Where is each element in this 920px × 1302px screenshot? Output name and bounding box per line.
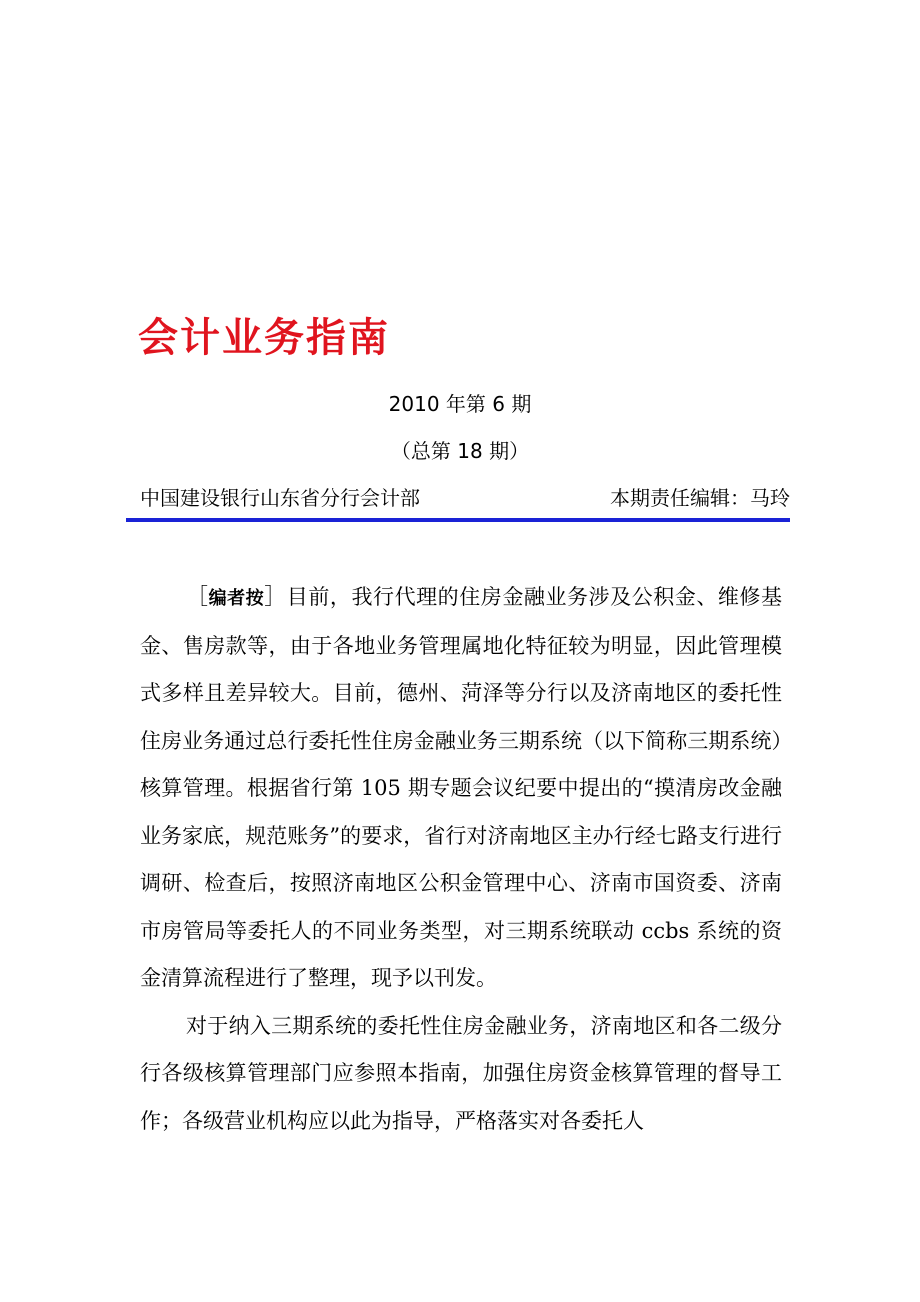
note-bracket-close: ］ [264, 585, 287, 610]
paragraph-text: 目前，我行代理的住房金融业务涉及公积金、维修基金、售房款等，由于各地业务管理属地化特征较为明显，因此管理模式多样且差异较大。目前，德州、菏泽等分行以及济南地区的委托性住房业务通过总行委托性住房金融业务三期系统（以下简称三期系统）核算管理。根据省行第 105 期专题会议纪要中提出的“摸清房改金融业务家底，规范账务”的要求，省行对济南地区主办行经七路支行进行调研、检查后，按照济南地区公积金管理中心、济南市国资委、济南市房管局等委托人的不同业务类型，对三期系统联动 ccbs 系统的资金清算流程进行了整理，现予以刊发。 [140, 585, 782, 990]
total-issue-number: （总第 18 期） [390, 439, 530, 463]
masthead-row [140, 488, 790, 508]
paragraph [140, 1003, 782, 1146]
paragraph [140, 574, 782, 1003]
editor-credit: 本期责任编辑：马玲 [610, 486, 790, 510]
note-bracket-open: ［ [186, 585, 209, 610]
editor-note-tag: 编者按 [208, 588, 265, 609]
organization-name: 中国建设银行山东省分行会计部 [140, 486, 420, 510]
bulletin-title: 会计业务指南 [138, 315, 390, 361]
body-text [140, 574, 782, 1145]
issue-number: 2010 年第 6 期 [388, 392, 532, 416]
paragraph-text: 对于纳入三期系统的委托性住房金融业务，济南地区和各二级分行各级核算管理部门应参照本指南，加强住房资金核算管理的督导工作；各级营业机构应以此为指导，严格落实对各委托人 [140, 1013, 782, 1133]
header-divider [126, 518, 790, 522]
